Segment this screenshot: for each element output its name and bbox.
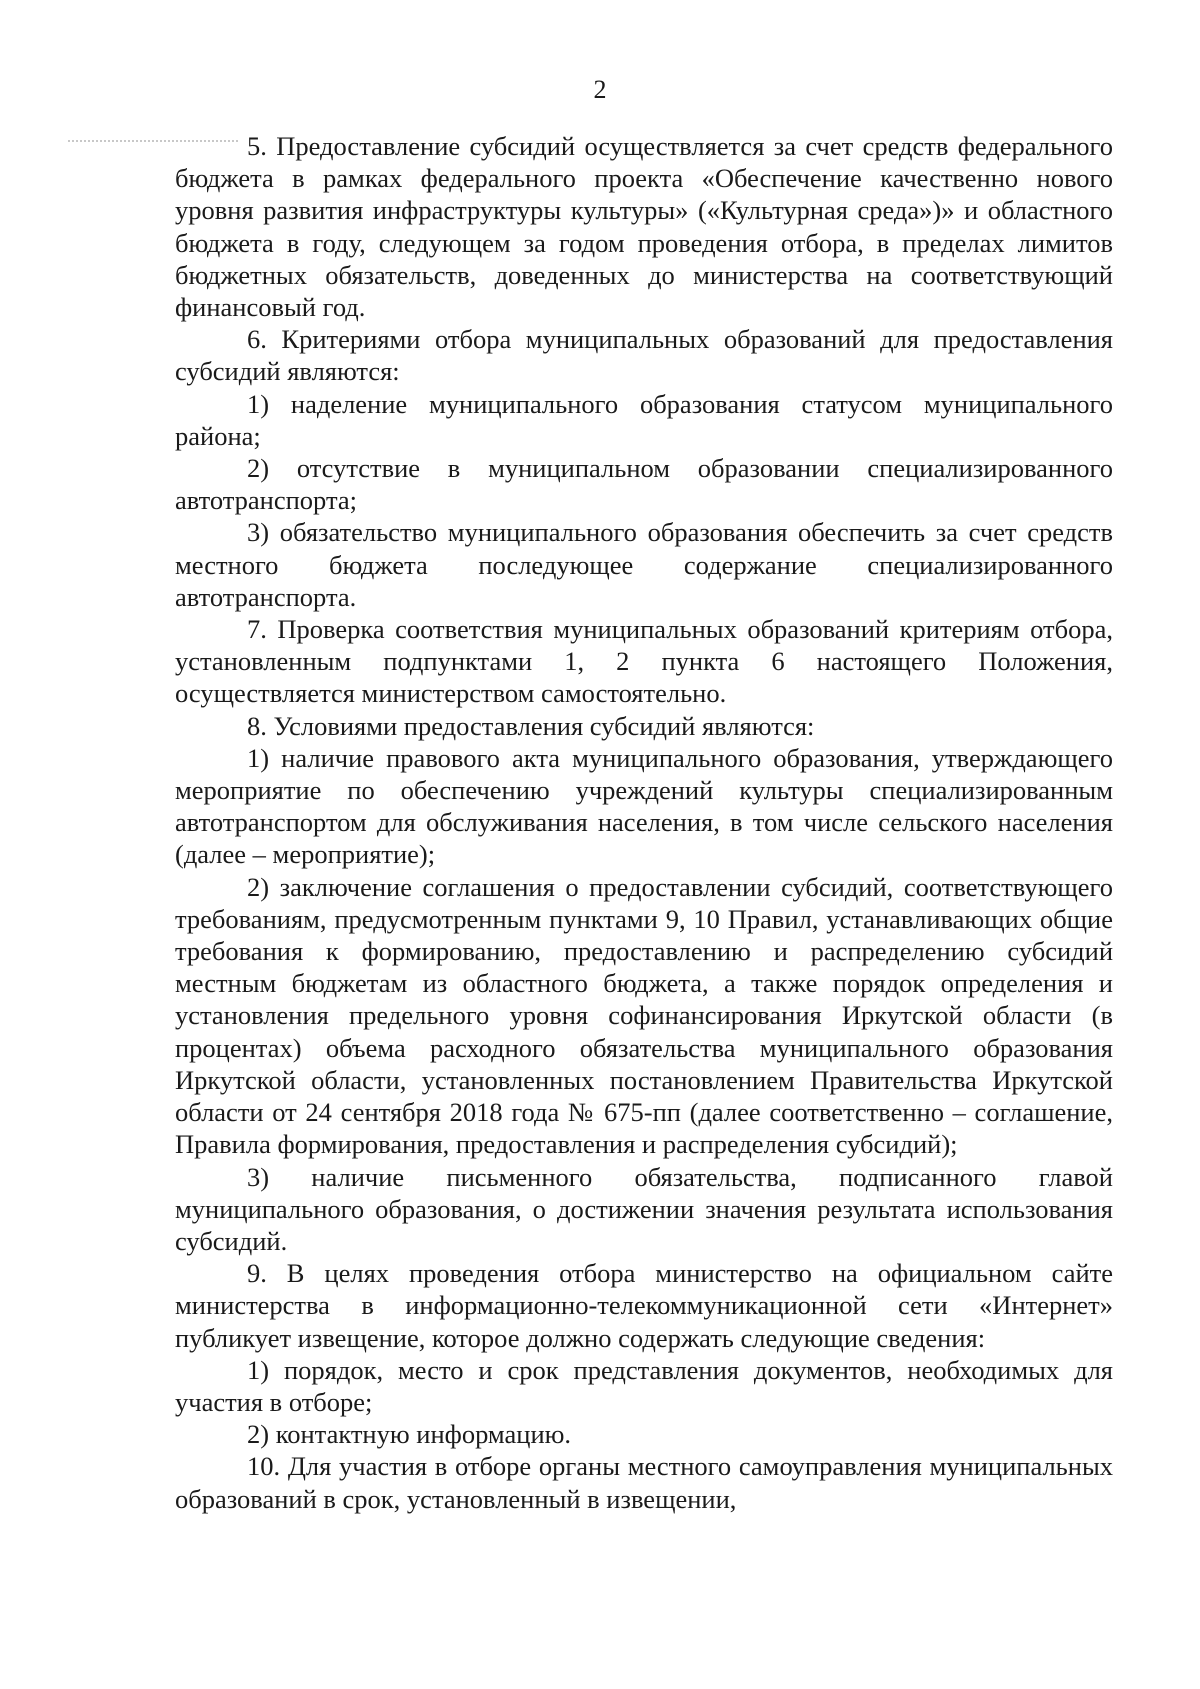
paragraph-9-item-2: 2) контактную информацию. [247, 1419, 572, 1450]
paragraph-8-item-2: 2) заключение соглашения о предоставлении субсидий, соответствующего требованиям, предусмотренным пунктами 9, 10 Правил, устанавливающих общие требования к формированию, предоставлению и распределению субсидий местным бюджетам из областного бюджета, а также порядок определения и установления предельного уровня софинансирования Иркутской области (в процентах) объема расходного обязательства муниципального образования Иркутской области, установленных постановлением Правительства Иркутской области от 24 сентября 2018 года № 675-пп (далее соответственно – соглашение, Правила формирования, предоставления и распределения субсидий); [175, 871, 1113, 1160]
paragraph-9-item-1: 1) порядок, место и срок представления документов, необходимых для участия в отборе; [175, 1354, 1113, 1417]
paragraph-5: 5. Предоставление субсидий осуществляется за счет средств федерального бюджета в рамках федерального проекта «Обеспечение качественно нового уровня развития инфраструктуры культуры» («Культурная среда»)» и областного бюджета в году, следующем за годом проведения отбора, в пределах лимитов бюджетных обязательств, доведенных до министерства на соответствующий финансовый год. [175, 131, 1113, 323]
paragraph-8-item-1: 1) наличие правового акта муниципального образования, утверждающего мероприятие по обеспечению учреждений культуры специализированным автотранспортом для обслуживания населения, в том числе сельского населения (далее – мероприятие); [175, 742, 1113, 870]
paragraph-6: 6. Критериями отбора муниципальных образований для предоставления субсидий являются: [175, 324, 1113, 387]
document-body [175, 130, 1113, 1515]
paragraph-9: 9. В целях проведения отбора министерство на официальном сайте министерства в информационно-телекоммуникационной сети «Интернет» публикует извещение, которое должно содержать следующие сведения: [175, 1258, 1113, 1353]
paragraph-6-item-1: 1) наделение муниципального образования статусом муниципального района; [175, 388, 1113, 451]
paragraph-8: 8. Условиями предоставления субсидий являются: [247, 710, 815, 741]
paragraph-7: 7. Проверка соответствия муниципальных образований критериям отбора, установленным подпунктами 1, 2 пункта 6 настоящего Положения, осуществляется министерством самостоятельно. [175, 614, 1113, 709]
page-number: 2 [593, 75, 607, 104]
paragraph-6-item-3: 3) обязательство муниципального образования обеспечить за счет средств местного бюджета последующее содержание специализированного автотранспорта. [175, 517, 1113, 612]
paragraph-6-item-2: 2) отсутствие в муниципальном образовании специализированного автотранспорта; [175, 453, 1113, 516]
paragraph-8-item-3: 3) наличие письменного обязательства, подписанного главой муниципального образования, о достижении значения результата использования субсидий. [175, 1161, 1113, 1256]
paragraph-10: 10. Для участия в отборе органы местного самоуправления муниципальных образований в срок, установленный в извещении, [175, 1451, 1113, 1514]
